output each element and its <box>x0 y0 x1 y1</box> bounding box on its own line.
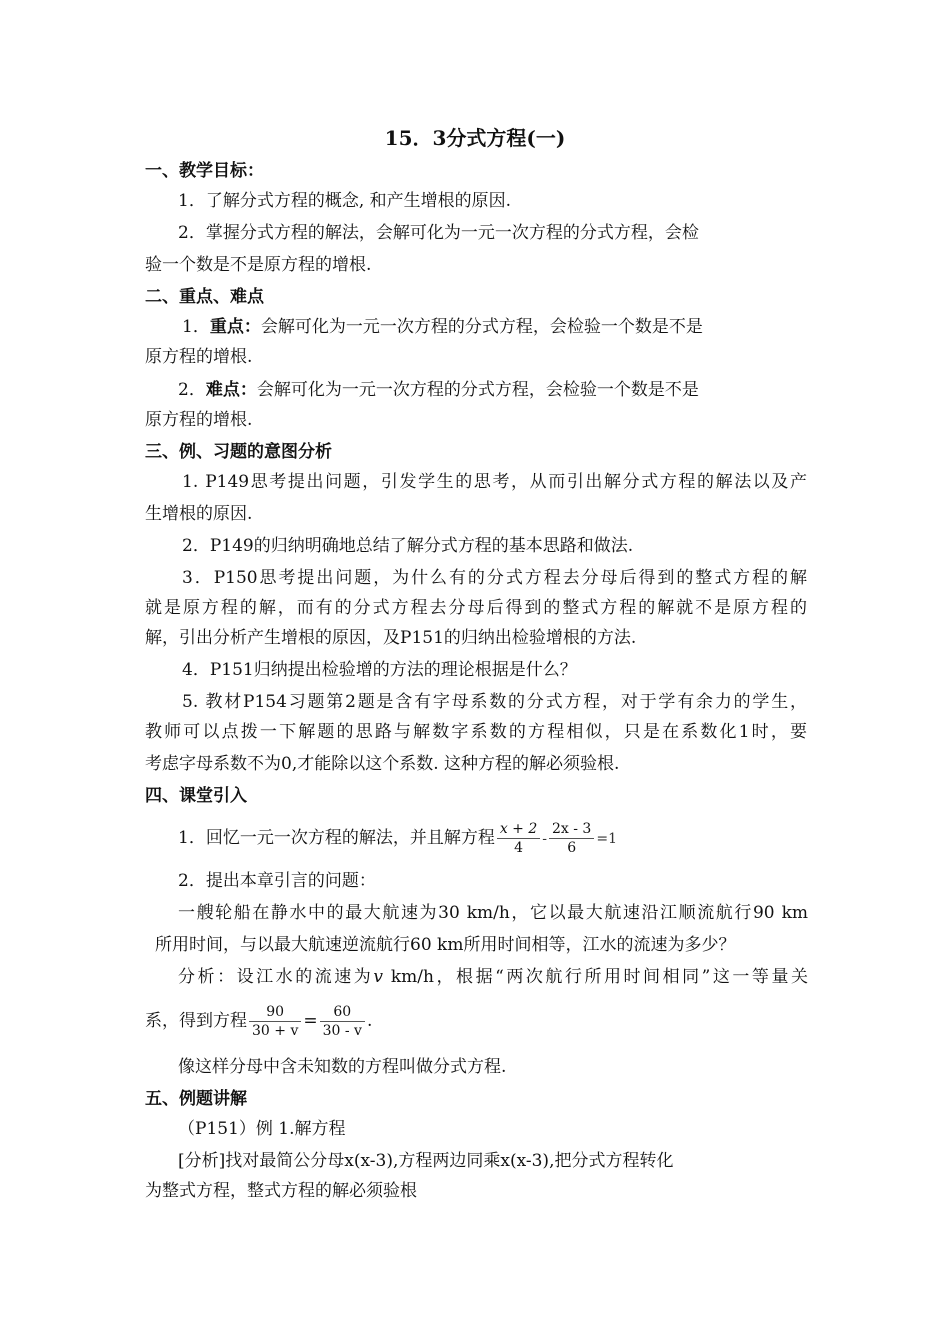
fraction-1 <box>497 820 540 857</box>
fraction-3-denominator: 30 + v <box>252 1023 299 1039</box>
key-point-1-label: 重点： <box>209 317 261 337</box>
objective-item-2: 2．掌握分式方程的解法，会解可化为一元一次方程的分式方程，会检 <box>178 223 699 243</box>
key-point-1-text: 会解可化为一元一次方程的分式方程，会检验一个数是不是 <box>260 317 703 337</box>
key-point-2-text: 会解可化为一元一次方程的分式方程，会检验一个数是不是 <box>256 380 699 400</box>
example-analysis: [分析]找对最简公分母x(x-3),方程两边同乘x(x-3),把分式方程转化 <box>178 1151 674 1171</box>
objective-item-2-cont: 验一个数是不是原方程的增根. <box>145 255 372 275</box>
analysis-item-3: 3．P150思考提出问题，为什么有的分式方程去分母后得到的整式方程的解 <box>182 568 807 588</box>
key-point-1-number: 1． <box>182 317 210 337</box>
intro-item-1-text: 1．回忆一元一次方程的解法，并且解方程 <box>178 828 495 848</box>
equation-line-text: 系，得到方程 <box>145 1011 247 1031</box>
analysis-item-1: 1. P149思考提出问题，引发学生的思考，从而引出解分式方程的解法以及产 <box>182 472 807 492</box>
analysis-item-3-cont-1: 就是原方程的解，而有的分式方程去分母后得到的整式方程的解就不是原方程的 <box>145 598 807 618</box>
equation-rhs: =1 <box>596 831 617 847</box>
analysis-text <box>178 966 808 988</box>
analysis-item-1-cont: 生增根的原因. <box>145 504 253 524</box>
section-heading-key-points: 二、重点、难点 <box>145 287 264 307</box>
fraction-1-denominator: 4 <box>514 840 523 856</box>
fraction-2-numerator: 2x - 3 <box>549 820 594 839</box>
analysis-item-5-cont-1: 教师可以点拨一下解题的思路与解数字系数的方程相似，只是在系数化1时，要 <box>145 722 807 742</box>
analysis-item-4: 4．P151归纳提出检验增的方法的理论根据是什么？ <box>182 660 577 680</box>
fraction-3-numerator: 90 <box>249 1003 301 1022</box>
analysis-item-5: 5. 教材P154习题第2题是含有字母系数的分式方程，对于学有余力的学生， <box>182 692 807 712</box>
key-point-1 <box>182 316 703 338</box>
section-heading-examples: 五、例题讲解 <box>145 1089 247 1109</box>
analysis-item-2: 2．P149的归纳明确地总结了解分式方程的基本思路和做法. <box>182 536 634 556</box>
objective-item-1: 1．了解分式方程的概念, 和产生增根的原因. <box>178 191 512 211</box>
section-heading-analysis: 三、例、习题的意图分析 <box>145 442 332 462</box>
fraction-4-numerator: 60 <box>320 1003 365 1022</box>
velocity-variable: v <box>373 967 383 987</box>
analysis-item-5-cont-2: 考虑字母系数不为0,才能除以这个系数. 这种方程的解必须验根. <box>145 754 620 774</box>
key-point-2-cont: 原方程的增根. <box>145 410 253 430</box>
fraction-3 <box>249 1003 301 1040</box>
analysis-text-pre: 分析：设江水的流速为 <box>178 967 374 987</box>
fraction-2-denominator: 6 <box>567 840 577 856</box>
intro-item-2: 2．提出本章引言的问题： <box>178 871 376 891</box>
equals-sign: = <box>303 1011 318 1031</box>
section-heading-introduction: 四、课堂引入 <box>145 786 247 806</box>
equation-end: . <box>366 1011 373 1031</box>
fraction-2 <box>549 820 594 857</box>
key-point-2-label: 难点： <box>205 380 257 400</box>
example-1: （P151）例 1.解方程 <box>178 1119 346 1139</box>
fraction-4 <box>320 1003 365 1040</box>
equation-line <box>145 998 372 1044</box>
problem-text-2: 所用时间，与以最大航速逆流航行60 km所用时间相等，江水的流速为多少？ <box>155 935 736 955</box>
key-point-1-cont: 原方程的增根. <box>145 347 253 367</box>
problem-text-1: 一艘轮船在静水中的最大航速为30 km/h，它以最大航速沿江顺流航行90 km <box>178 903 808 923</box>
fraction-4-denominator: 30 - v <box>322 1023 362 1039</box>
key-point-2 <box>178 379 699 401</box>
definition-text: 像这样分母中含未知数的方程叫做分式方程. <box>178 1057 507 1077</box>
analysis-item-3-cont-2: 解，引出分析产生增根的原因，及P151的归纳出检验增根的方法. <box>145 628 637 648</box>
analysis-text-post: km/h，根据“两次航行所用时间相同”这一等量关 <box>390 967 808 987</box>
example-analysis-cont: 为整式方程，整式方程的解必须验根 <box>145 1181 417 1201</box>
key-point-2-number: 2． <box>178 380 206 400</box>
intro-item-1 <box>178 815 617 861</box>
section-heading-objectives: 一、教学目标： <box>145 161 264 181</box>
minus-sign: - <box>542 831 547 847</box>
page-title: 15．3分式方程(一) <box>384 126 566 150</box>
fraction-1-numerator: x + 2 <box>497 820 540 839</box>
